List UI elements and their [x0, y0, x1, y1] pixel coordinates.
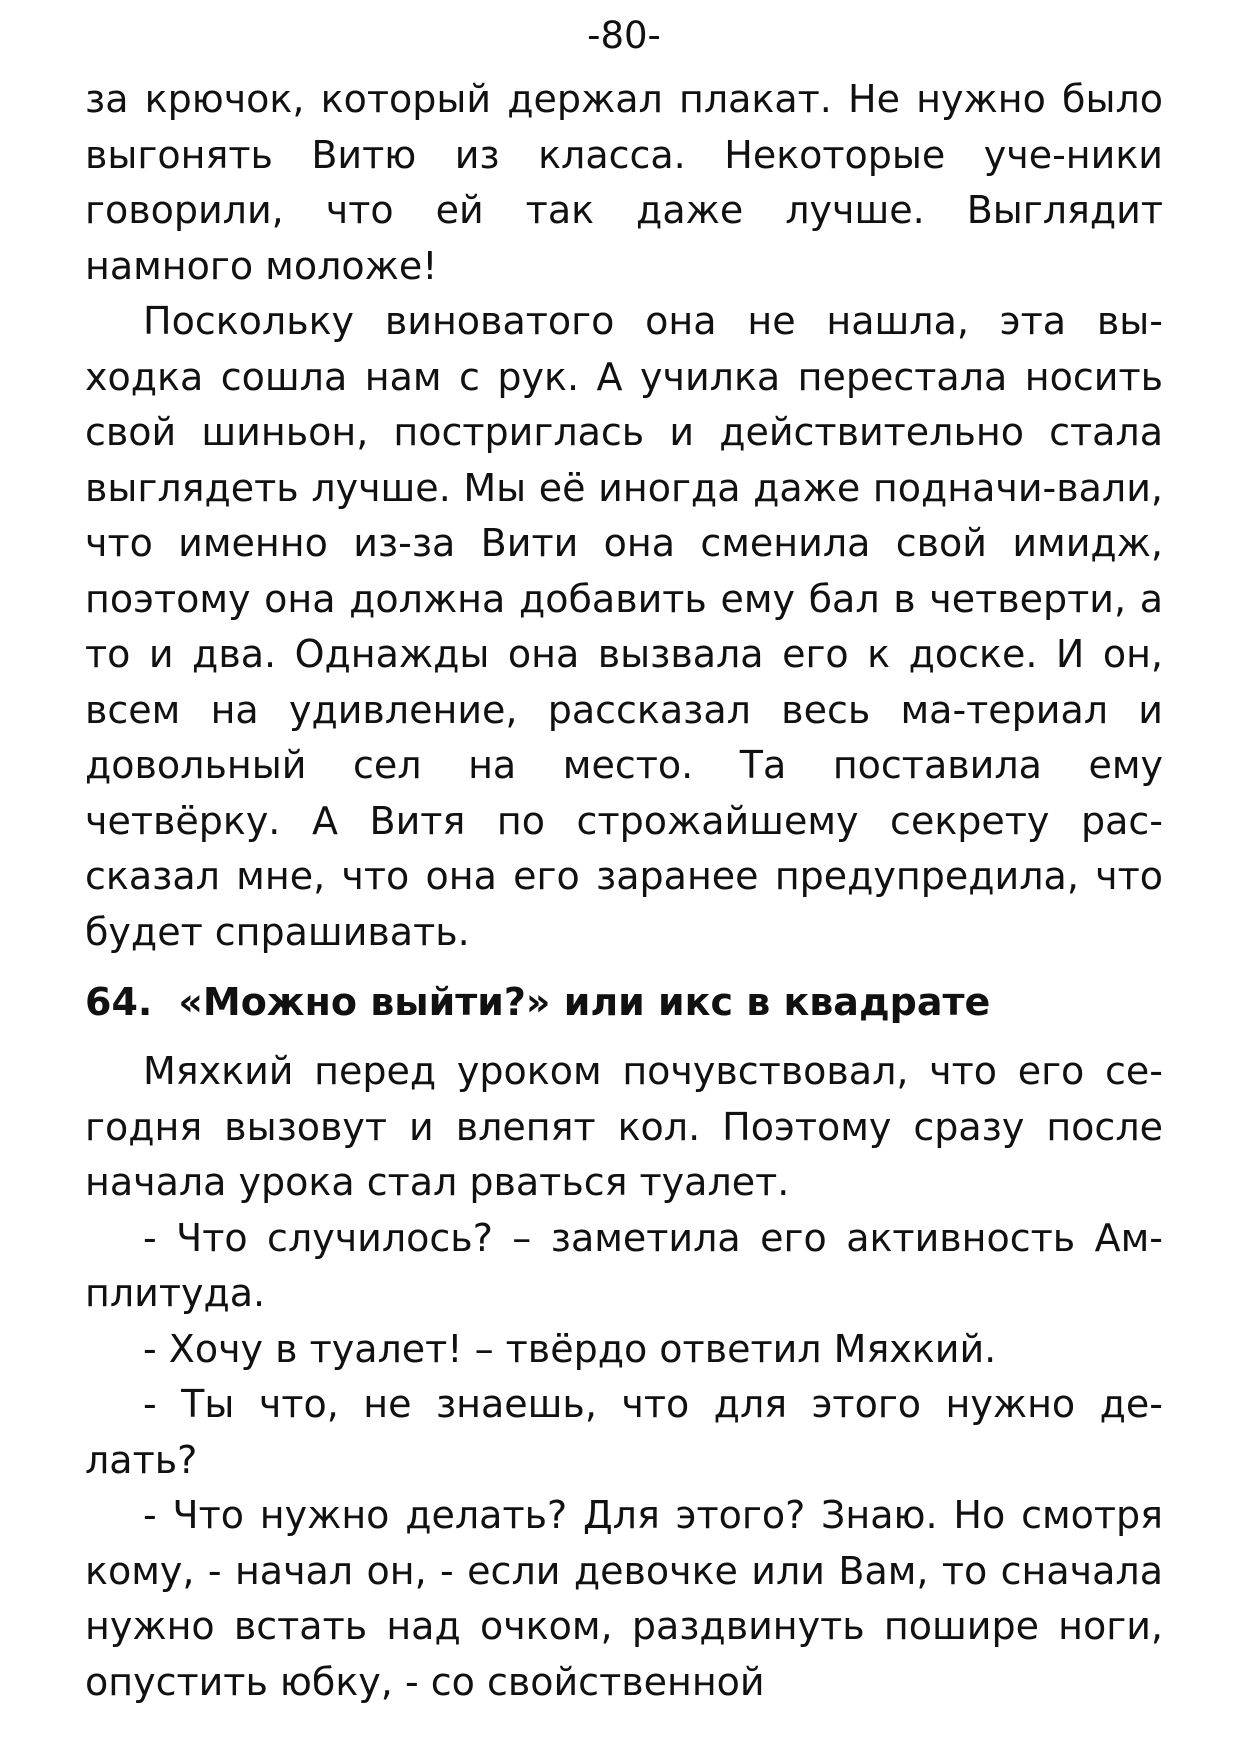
- section-heading: [85, 974, 1163, 1030]
- section-title: «Можно выйти?» или икс в квадрате: [178, 980, 991, 1024]
- dialogue-line-3: - Ты что, не знаешь, что для этого нужно де-лать?: [85, 1382, 1163, 1482]
- dialogue-line-1: - Что случилось? – заметила его активность Ам-плитуда.: [85, 1215, 1163, 1315]
- paragraph-3: Мяхкий перед уроком почувствовал, что его се-годня вызовут и влепят кол. Поэтому сразу после начала урока стал рваться туалет.: [85, 1049, 1163, 1204]
- paragraph-2: Поскольку виноватого она не нашла, эта вы-ходка сошла нам с рук. А училка перестала носить свой шиньон, постриглась и действительно стала выглядеть лучше. Мы её иногда даже подначи-вали, что именно из-за Вити она сменила свой имидж, поэтому она должна добавить ему бал в четверти, а то и два. Однажды она вызвала его к доске. И он, всем на удивление, рассказал весь ма-териал и довольный сел на место. Та поставила ему четвёрку. А Витя по строжайшему секрету рас-сказал мне, что она его заранее предупредила, что будет спрашивать.: [85, 299, 1163, 954]
- dialogue-line-2: - Хочу в туалет! – твёрдо ответил Мяхкий.: [143, 1326, 997, 1371]
- paragraph-1: за крючок, который держал плакат. Не нужно было выгонять Витю из класса. Некоторые уче-ники говорили, что ей так даже лучше. Выглядит намного моложе!: [85, 77, 1163, 288]
- book-page: [85, 0, 1163, 1710]
- section-number: 64.: [85, 980, 153, 1024]
- dialogue-line-4: - Что нужно делать? Для этого? Знаю. Но смотря кому, - начал он, - если девочке или Вам, то сначала нужно встать над очком, раздвинуть пошире ноги, опустить юбку, - со свойственной: [85, 1493, 1163, 1704]
- page-number: -80-: [587, 14, 661, 57]
